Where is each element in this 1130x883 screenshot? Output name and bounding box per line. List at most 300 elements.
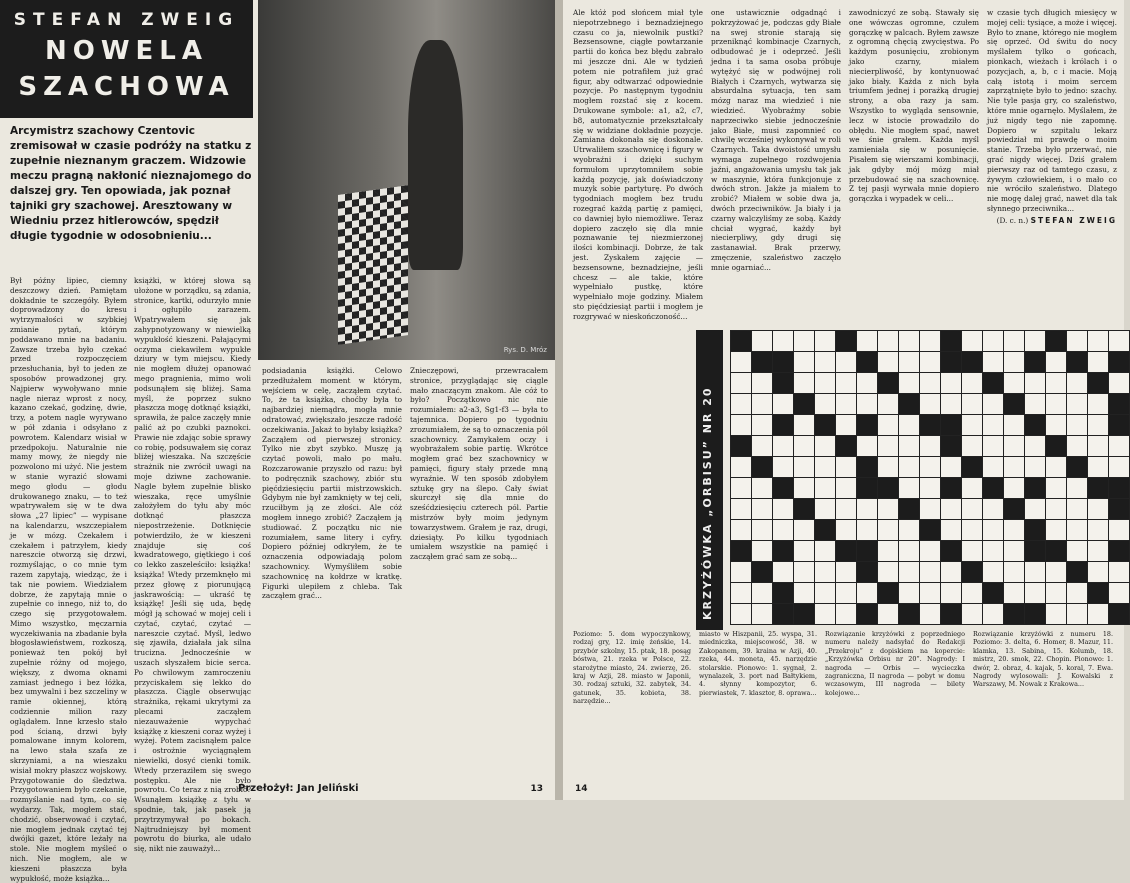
crossword-cell xyxy=(857,583,877,603)
chessboard-image xyxy=(338,185,408,345)
crossword-cell xyxy=(962,604,982,624)
crossword-cell xyxy=(962,331,982,351)
crossword-cell xyxy=(1046,499,1066,519)
crossword-cell xyxy=(878,520,898,540)
text-column-4 xyxy=(410,366,548,766)
crossword-cell xyxy=(752,541,772,561)
crossword-cell xyxy=(731,352,751,372)
crossword-cell xyxy=(836,415,856,435)
crossword-cell xyxy=(983,436,1003,456)
crossword-cell xyxy=(1067,520,1087,540)
crossword-black-cell xyxy=(1025,541,1045,561)
crossword-cell xyxy=(1025,499,1045,519)
lead-paragraph: Arcymistrz szachowy Czentovic zremisował w czasie podróży na statku z zupełnie nieznanym graczem. Widzowie meczu pragną nakłonić nieznajomego do dalszej gry. Ten opowiada, jak poznał tajniki gry szachowej. Aresztowany w Wiedniu przez hitlerowców, spędził długie tygodnie w odosobnieniu... xyxy=(10,125,252,242)
crossword-cell xyxy=(815,478,835,498)
crossword-black-cell xyxy=(1046,331,1066,351)
crossword-cell xyxy=(920,604,940,624)
crossword-cell xyxy=(773,331,793,351)
left-page xyxy=(0,0,555,883)
crossword-black-cell xyxy=(773,541,793,561)
crossword-cell xyxy=(1046,520,1066,540)
crossword-cell xyxy=(1109,457,1129,477)
crossword-cell xyxy=(983,562,1003,582)
crossword-cell xyxy=(731,583,751,603)
crossword-cell xyxy=(899,415,919,435)
crossword-black-cell xyxy=(1109,478,1129,498)
crossword-cell xyxy=(752,604,772,624)
crossword-cell xyxy=(752,499,772,519)
crossword-black-cell xyxy=(1025,352,1045,372)
crossword-cell xyxy=(1046,562,1066,582)
crossword-black-cell xyxy=(794,394,814,414)
crossword-cell xyxy=(836,520,856,540)
crossword-cell xyxy=(1004,352,1024,372)
text-column-2 xyxy=(711,8,841,328)
crossword-cell xyxy=(1088,415,1108,435)
crossword-cell xyxy=(731,394,751,414)
crossword-cell xyxy=(962,541,982,561)
column-text: w czasie tych długich miesięcy w mojej celi: tysiące, a może i więcej. Było to znane, którego nie mogłem się oprzeć. Od świtu do nocy myślałem tylko o gońcach, pionkach, wieżach i królach i o pozycjach, a, b, c i macie. Moją całą istotą i moim sercem zaprzątnięte było to jedno: szachy. Nie tyle pasja gry, co szaleństwo, które mnie ogarnęło. Myślałem, że już nigdy tego nie zapomnę. Dopiero w szpitalu lekarz powiedział mi prawdę o moim stanie. Trzeba było przerwać, nie grać nigdy więcej. Dziś grałem pierwszy raz od tamtego czasu, z żywym człowiekiem, i o mało co nie wróciło szaleństwo. Dlatego nie mogę dalej grać, nawet dla tak słynnego przeciwnika... xyxy=(987,8,1117,213)
crossword-cell xyxy=(878,415,898,435)
crossword-black-cell xyxy=(773,478,793,498)
crossword-cell xyxy=(1046,604,1066,624)
crossword-black-cell xyxy=(731,331,751,351)
crossword-cell xyxy=(899,478,919,498)
crossword-cell xyxy=(983,415,1003,435)
crossword-black-cell xyxy=(1109,352,1129,372)
crossword-cell xyxy=(1088,562,1108,582)
crossword-cell xyxy=(941,520,961,540)
crossword-black-cell xyxy=(1109,604,1129,624)
crossword-cell xyxy=(1088,541,1108,561)
crossword-cell xyxy=(920,436,940,456)
crossword-cell xyxy=(1004,583,1024,603)
crossword-cell xyxy=(1004,331,1024,351)
crossword-cell xyxy=(878,541,898,561)
clues-column-3 xyxy=(825,630,965,697)
crossword-cell xyxy=(899,562,919,582)
crossword-cell xyxy=(752,415,772,435)
crossword-black-cell xyxy=(1109,394,1129,414)
signature-name: STEFAN ZWEIG xyxy=(1030,215,1117,225)
crossword-cell xyxy=(857,436,877,456)
crossword-black-cell xyxy=(752,457,772,477)
crossword-cell xyxy=(836,352,856,372)
text-column-1 xyxy=(10,276,127,883)
crossword-cell xyxy=(878,331,898,351)
story-signature xyxy=(987,216,1117,226)
crossword-cell xyxy=(1046,583,1066,603)
crossword-black-cell xyxy=(1046,436,1066,456)
crossword-cell xyxy=(857,499,877,519)
crossword-black-cell xyxy=(1067,457,1087,477)
crossword-black-cell xyxy=(815,520,835,540)
crossword-black-cell xyxy=(1067,352,1087,372)
crossword-cell xyxy=(836,499,856,519)
crossword-cell xyxy=(1025,457,1045,477)
crossword-cell xyxy=(1046,373,1066,393)
crossword-black-cell xyxy=(857,604,877,624)
crossword-cell xyxy=(794,562,814,582)
crossword-black-cell xyxy=(962,352,982,372)
crossword-black-cell xyxy=(857,415,877,435)
right-page xyxy=(563,0,1124,800)
crossword-cell xyxy=(1088,331,1108,351)
crossword-black-cell xyxy=(794,604,814,624)
crossword-title-bar xyxy=(696,330,723,630)
crossword-black-cell xyxy=(878,583,898,603)
crossword-cell xyxy=(752,520,772,540)
crossword-cell xyxy=(731,373,751,393)
crossword-cell xyxy=(773,499,793,519)
clues-text: miasto w Hiszpanii, 25. wyspa, 31. miedniczka, miejscowość, 38. w Zakopanem, 39. kraina w Azji, 40. rzeka, 44. moneta, 45. narzędzie stolarskie. Pionowo: 1. sygnał, 2. wynalazek, 3. port nad Bałtykiem, 4. słynny kompozytor, 6. pierwiastek, 7. klasztor, 8. oprawa... xyxy=(699,630,817,697)
crossword-cell xyxy=(878,394,898,414)
crossword-cell xyxy=(773,457,793,477)
crossword-cell xyxy=(794,415,814,435)
crossword-cell xyxy=(1067,478,1087,498)
crossword-cell xyxy=(794,520,814,540)
crossword-cell xyxy=(941,583,961,603)
column-text: one ustawicznie odgadnąć i pokrzyżować je, podczas gdy Białe na swej stronie starają się przeniknąć kombinacje Czarnych, odbudować je i odeprzeć. Jeśli jedna i ta sama osoba próbuje wytężyć się w podwójnej roli Białych i Czarnych, wytwarza się absurdalna sytuacja, ten sam mózg naraz ma wiedzieć i nie wiedzieć. Wyobraźmy sobie naprzeciwko siebie jednocześnie jako Białe, musi zapomnieć co chwilę wcześniej wykonywał w roli Czarnych. Taka dwoistość umysłu wymaga zupełnego rozdwojenia jaźni, angażowania umysłu tak jak w maszynie, która funkcjonuje z dwóch stron. Jakże ja miałem to zrobić? Miałem w sobie dwa ja, dwóch przeciwników. Ja biały i ja czarny walczyliśmy ze sobą. Każdy chciał wygrać, każdy był niecierpliwy, gdy drugi się zastanawiał. Brak przerwy, zmęczenie, szaleństwo zaczęło mnie ogarniać... xyxy=(711,8,841,272)
crossword-cell xyxy=(731,520,751,540)
column-text: zawodniczyć ze sobą. Stawały się one wówczas ogromne, czułem gorączkę w palcach. Byłem zawsze z ogromną chęcią zwycięstwa. Po każdym posunięciu, zrobionym jako czarny, miałem niecierpliwość, by kontynuować jako biały. Każda z nich była triumfem jednej i porażką drugiej strony, a oba razy ja sam. Wszystko to wygląda sensownie, lecz w istocie prowadziło do obłędu. Nie mogłem spać, nawet we śnie grałem. Każda myśl zamieniała się w posunięcie. Pisałem się wierszami kombinacji, jak gdyby mój mózg miał przebudować się na szachownicę. Z tej pasji wyrwała mnie dopiero gorączka i wypadek w celi... xyxy=(849,8,979,204)
crossword-cell xyxy=(983,541,1003,561)
crossword-black-cell xyxy=(1088,478,1108,498)
photo-caption: Rys. D. Mróz xyxy=(503,346,547,354)
crossword-cell xyxy=(962,415,982,435)
crossword-cell xyxy=(920,478,940,498)
crossword-cell xyxy=(941,394,961,414)
crossword-cell xyxy=(815,352,835,372)
crossword-cell xyxy=(878,436,898,456)
crossword-cell xyxy=(836,373,856,393)
crossword-cell xyxy=(794,457,814,477)
crossword-cell xyxy=(899,541,919,561)
column-text: Był późny lipiec, ciemny deszczowy dzień. Pamiętam dokładnie te szczegóły. Byłem doprowadzony do kresu wytrzymałości w szybkiej zmianie pytań, którym poddawano mnie na badaniu. Zawsze trzeba było czekać przed rozpoczęciem przesłuchania, był to jeden ze sposobów prowadzonej gry. Najpierw wywoływano mnie nagle nieraz wprost z nocy, kazano czekać, godzinę, dwie, trzy, a potem nagle wyrywano w pół zdania i odsyłano z powrotem. Kalendarz wisiał w przedpokoju. Naturalnie nie mamy mowy, że niegdy nie pozwolono mi użyć. Nie jestem w stanie wyrazić słowami mego głodu — głodu drukowanego znaku, — to też wpatrywałem się w te dwa słowa „27 lipiec” — wypisane na kalendarzu, wszczepiałem je w mózg. Czekałem i czekałem i patrzyłem, kiedy nareszcie otworzą się drzwi, rozmyślając, o co mnie tym razem zapytają, wiedząc, że i tak nie powiem. Wiedziałem dobrze, że zapytają mnie o zupełnie co innego, niż to, do czego się przygotowałem. Mimo wszystko, męczarnia wyczekiwania na zbadanie była błogosławieństwem, rozkoszą, ponieważ ten pokój był zupełnie różny od mojego, większy, z dwoma oknami zamiast jednego i bez łóżka, bez umywalni i bez szczeliny w ramie okiennej, którą codziennie milion razy oglądałem. Inne krzesło stało pod ścianą, drzwi były pomalowane innym kolorem, na lewo stała szafa ze skrzyniami, a na wieszaku wisiał mokry płaszcz wojskowy. Przygotowanie do śledztwa. Przygotowaniem było czekanie, rozmyślanie nad tym, co się wydarzy. Tak, mogłem stać, chodzić, obserwować i czytać, nie mogłem jednak czytać tej dwójki gazet, które leżały na stole. Nie mogłem myśleć o nich. Nie mogłem, ale w kieszeni płaszcza była wypukłość, może książka... xyxy=(10,276,127,883)
crossword-cell xyxy=(920,562,940,582)
text-column-4 xyxy=(987,8,1117,308)
clues-column-4 xyxy=(973,630,1113,689)
crossword-cell xyxy=(878,499,898,519)
crossword-cell xyxy=(1067,415,1087,435)
crossword-cell xyxy=(1088,604,1108,624)
crossword-cell xyxy=(962,520,982,540)
crossword-cell xyxy=(1109,583,1129,603)
crossword-cell xyxy=(983,499,1003,519)
crossword-cell xyxy=(815,394,835,414)
crossword-grid xyxy=(730,330,1130,625)
crossword-cell xyxy=(1067,541,1087,561)
crossword-cell xyxy=(878,457,898,477)
crossword-cell xyxy=(1025,583,1045,603)
crossword-cell xyxy=(815,373,835,393)
crossword-cell xyxy=(1067,604,1087,624)
crossword-cell xyxy=(983,457,1003,477)
crossword-cell xyxy=(962,436,982,456)
crossword-cell xyxy=(962,478,982,498)
crossword-cell xyxy=(1109,436,1129,456)
crossword-cell xyxy=(1088,520,1108,540)
crossword-title: KRZYŻÓWKA „ORBISU” NR 20 xyxy=(701,386,714,620)
crossword-black-cell xyxy=(941,604,961,624)
crossword-black-cell xyxy=(1046,541,1066,561)
crossword-black-cell xyxy=(983,373,1003,393)
crossword-black-cell xyxy=(1088,583,1108,603)
crossword-black-cell xyxy=(1004,394,1024,414)
crossword-cell xyxy=(857,331,877,351)
crossword-black-cell xyxy=(815,415,835,435)
crossword-cell xyxy=(983,331,1003,351)
crossword-cell xyxy=(1088,499,1108,519)
crossword-cell xyxy=(752,478,772,498)
crossword-cell xyxy=(731,499,751,519)
crossword-cell xyxy=(857,520,877,540)
crossword-cell xyxy=(899,373,919,393)
crossword-black-cell xyxy=(878,373,898,393)
crossword-cell xyxy=(941,373,961,393)
crossword-cell xyxy=(1109,331,1129,351)
crossword-black-cell xyxy=(941,415,961,435)
crossword-cell xyxy=(794,331,814,351)
crossword-black-cell xyxy=(752,352,772,372)
crossword-cell xyxy=(815,457,835,477)
crossword-cell xyxy=(962,583,982,603)
crossword-black-cell xyxy=(731,436,751,456)
crossword-cell xyxy=(1109,520,1129,540)
crossword-cell xyxy=(773,436,793,456)
crossword-black-cell xyxy=(899,604,919,624)
crossword-cell xyxy=(815,562,835,582)
translator-credit: Przełożył: Jan Jeliński xyxy=(238,783,359,794)
crossword-cell xyxy=(815,583,835,603)
illustration-photo xyxy=(258,0,555,360)
crossword-black-cell xyxy=(941,478,961,498)
crossword-cell xyxy=(1046,415,1066,435)
crossword-black-cell xyxy=(1088,373,1108,393)
crossword-cell xyxy=(815,436,835,456)
crossword-cell xyxy=(920,373,940,393)
crossword-black-cell xyxy=(899,394,919,414)
crossword-cell xyxy=(836,457,856,477)
crossword-cell xyxy=(899,583,919,603)
crossword-black-cell xyxy=(857,562,877,582)
crossword-cell xyxy=(794,373,814,393)
crossword-cell xyxy=(1004,541,1024,561)
crossword-cell xyxy=(731,562,751,582)
crossword-cell xyxy=(941,562,961,582)
crossword-cell xyxy=(920,331,940,351)
crossword-cell xyxy=(1067,373,1087,393)
text-column-1 xyxy=(573,8,703,328)
crossword-cell xyxy=(752,331,772,351)
crossword-cell xyxy=(920,352,940,372)
crossword-cell xyxy=(962,373,982,393)
crossword-cell xyxy=(815,604,835,624)
crossword-black-cell xyxy=(962,562,982,582)
crossword-cell xyxy=(920,583,940,603)
column-text: podsiadania książki. Celowo przedłużałem moment w którym, wejściem w celę, zacząłem czytać. To, że ta książka, choćby była to najbardziej niemądra, mogła mnie odratować, zwiększało jeszcze radość oczekiwania. Jakaż to byłaby książka? Zacząłem od pierwszej stronicy. Tylko nie zbyt szybko. Muszę ją czytać powoli, mało po mału. Rozczarowanie przyszło od razu: był to podręcznik szachowy, zbiór stu pięćdziesięciu partii mistrzowskich. Gdybym nie był zamknięty w tej celi, rzuciłbym ją ze złości. Ale cóż mogłem innego zrobić? Zacząłem ją studiować. Z początku nic nie rozumiałem, same litery i cyfry. Dopiero później odkryłem, że te oznaczenia odpowiadają polom szachownicy. Wymyśliłem sobie szachownicę na kołdrze w kratkę. Figurki ulepiłem z chleba. Tak zacząłem grać... xyxy=(262,366,402,601)
crossword-cell xyxy=(794,436,814,456)
crossword-black-cell xyxy=(983,478,1003,498)
crossword-cell xyxy=(941,499,961,519)
author-name: STEFAN ZWEIG xyxy=(13,10,240,30)
crossword-cell xyxy=(773,394,793,414)
crossword-cell xyxy=(962,394,982,414)
crossword-cell xyxy=(794,541,814,561)
crossword-black-cell xyxy=(1109,415,1129,435)
text-column-3 xyxy=(849,8,979,328)
crossword-cell xyxy=(1088,352,1108,372)
crossword-black-cell xyxy=(752,562,772,582)
crossword-black-cell xyxy=(1025,520,1045,540)
crossword-cell xyxy=(815,331,835,351)
crossword-cell xyxy=(731,415,751,435)
crossword-cell xyxy=(752,436,772,456)
crossword-cell xyxy=(1046,478,1066,498)
crossword-black-cell xyxy=(773,583,793,603)
crossword-cell xyxy=(1067,583,1087,603)
crossword-cell xyxy=(920,457,940,477)
clues-column-2 xyxy=(699,630,817,697)
title-banner xyxy=(0,0,253,118)
crossword-cell xyxy=(983,352,1003,372)
crossword-cell xyxy=(1088,457,1108,477)
crossword-cell xyxy=(752,373,772,393)
crossword-cell xyxy=(836,394,856,414)
crossword-cell xyxy=(878,562,898,582)
crossword-black-cell xyxy=(941,436,961,456)
crossword-black-cell xyxy=(941,331,961,351)
crossword-black-cell xyxy=(773,604,793,624)
crossword-black-cell xyxy=(731,541,751,561)
crossword-black-cell xyxy=(1109,499,1129,519)
crossword-cell xyxy=(1025,436,1045,456)
crossword-cell xyxy=(836,604,856,624)
crossword-black-cell xyxy=(920,415,940,435)
crossword-black-cell xyxy=(857,541,877,561)
crossword-black-cell xyxy=(878,478,898,498)
crossword-cell xyxy=(1025,373,1045,393)
crossword-black-cell xyxy=(1067,562,1087,582)
crossword-cell xyxy=(941,457,961,477)
crossword-cell xyxy=(836,583,856,603)
crossword-black-cell xyxy=(899,499,919,519)
crossword-black-cell xyxy=(1025,478,1045,498)
crossword-cell xyxy=(1025,562,1045,582)
crossword-cell xyxy=(1046,457,1066,477)
crossword-cell xyxy=(731,604,751,624)
crossword-cell xyxy=(836,478,856,498)
continued-note: (D. c. n.) xyxy=(996,215,1029,225)
crossword-cell xyxy=(1067,436,1087,456)
crossword-cell xyxy=(857,394,877,414)
crossword-cell xyxy=(899,457,919,477)
crossword-black-cell xyxy=(920,520,940,540)
crossword-cell xyxy=(899,352,919,372)
clues-column-1 xyxy=(573,630,691,706)
crossword-cell xyxy=(962,499,982,519)
crossword-cell xyxy=(899,436,919,456)
crossword-cell xyxy=(983,520,1003,540)
crossword-cell xyxy=(773,520,793,540)
crossword-cell xyxy=(731,457,751,477)
crossword-cell xyxy=(1088,436,1108,456)
page-number: 13 xyxy=(530,784,543,794)
crossword-cell xyxy=(752,583,772,603)
column-text: Ale któż pod słońcem miał tyle niepotrzebnego i beznadziejnego czasu co ja, niewolnik pustki? Bezsensowne, ciągłe powtarzanie partii do końca bez błędu zabrało mi jeszcze dni. Ale w tydzień potem nie potrafiłem już grać figur, aby odtwarzać odpowiednie pozycje. Po następnym tygodniu mogłem rozstać się z kocem. Drukowane symbole: a1, a2, c7, b8, automatycznie przekształcały się w widziane dokładnie pozycje. Zamiana dokonała się doskonale. Utrwaliłem szachownicę i figury w wyobraźni i dzięki suchym formułom uprzytomniłem sobie każdą pozycję, jak doświadczony muzyk sobie partyturę. Po dwóch tygodniach mogłem bez trudu rozegrać każdą partię z pamięci, co dawniej było niemożliwe. Teraz dopiero zaczęło się dla mnie poznawanie tej niezmierzonej ilości kombinacji. Dobrze, że tak jest. Zyskałem zajęcie — bezsensowne, beznadziejne, jeśli chcesz — ale takie, które wypełniało pustkę, które wypełniało moje godziny. Miałem sto pięćdziesiąt partii i mogłem je rozgrywać w nieskończoność... xyxy=(573,8,703,321)
clues-text: Rozwiązanie krzyżówki z poprzedniego numeru należy nadsyłać do Redakcji „Przekroju” z dopiskiem na kopercie: „Krzyżówka Orbisu nr 20”. Nagrody: I nagroda — Orbis — wycieczka zagraniczna, II nagroda — pobyt w domu wczasowym, III nagroda — bilety kolejowe... xyxy=(825,630,965,697)
crossword-cell xyxy=(920,499,940,519)
story-title-line2: SZACHOWA xyxy=(18,72,235,102)
crossword-cell xyxy=(794,583,814,603)
crossword-cell xyxy=(1004,457,1024,477)
crossword-cell xyxy=(1088,394,1108,414)
crossword-black-cell xyxy=(941,352,961,372)
crossword-black-cell xyxy=(1004,499,1024,519)
crossword-cell xyxy=(1025,394,1045,414)
clues-text: Poziomo: 5. dom wypoczynkowy, rodzaj gry, 12. imię żeńskie, 14. przybór szkolny, 15. ptak, 18. posąg bóstwa, 21. rzeka w Polsce, 22. starożytne miasto, 24. zwierzę, 26. kraj w Azji, 28. miasto w Japonii, 30. rodzaj sztuki, 32. zabytek, 34. gatunek, 35. kobieta, 38. narzędzie... xyxy=(573,630,691,706)
column-text: Znieczępowi, przewracałem stronice, przyglądając się ciągle mało znaczącym znakom. Ale cóż to było? Początkowo nic nie rozumiałem: a2-a3, Sg1-f3 — była to tajemnica. Dopiero po tygodniu zrozumiałem, że są to oznaczenia pól szachownicy. Zamykałem oczy i wyobrażałem sobie partię. Wkrótce mogłem grać bez szachownicy w pamięci, figury stały przede mną wyraźnie. W ten sposób zdobyłem sztukę gry na ślepo. Cały świat skurczył się dla mnie do sześćdziesięciu czterech pól. Partie mistrzów były moim jedynym towarzystwem. Grałem je raz, drugi, dziesiąty. Po kilku tygodniach umiałem wszystkie na pamięć i zacząłem grać sam ze sobą... xyxy=(410,366,548,562)
crossword-cell xyxy=(878,604,898,624)
crossword-cell xyxy=(1067,394,1087,414)
crossword-black-cell xyxy=(836,331,856,351)
crossword-cell xyxy=(815,541,835,561)
crossword-cell xyxy=(752,394,772,414)
crossword-cell xyxy=(899,331,919,351)
crossword-cell xyxy=(1004,562,1024,582)
story-title-line1: NOWELA xyxy=(45,36,208,66)
crossword-cell xyxy=(1067,499,1087,519)
crossword-cell xyxy=(794,478,814,498)
crossword-black-cell xyxy=(857,352,877,372)
crossword-cell xyxy=(1004,415,1024,435)
clues-text: Rozwiązanie krzyżówki z numeru 18. Poziomo: 3. delta, 6. Homer, 8. Mazur, 11. klamka, 13. Sabina, 15. Kolumb, 18. mistrz, 20. smok, 22. Chopin. Pionowo: 1. dwór, 2. obraz, 4. kajak, 5. koral, 7. Ewa. Nagrody wylosowali: J. Kowalski z Warszawy, M. Nowak z Krakowa... xyxy=(973,630,1113,689)
statue-figure-image xyxy=(408,40,463,270)
crossword-cell xyxy=(1025,331,1045,351)
column-text: książki, w której słowa są ułożone w porządku, są zdania, stronice, kartki, odurzyło mnie i ogłupiło zarazem. Wpatrywałem się jak zahypnotyzowany w niewielką wypukłość kieszeni. Pałającymi oczyma ciekawiłem wypukłe dziury w tym miejscu. Kiedy nie mogłem dłużej opanować mego pragnienia, mimo woli podsunąłem się bliżej. Sama myśl, że poprzez sukno płaszcza mogę dotknąć książki, sprawiła, że palce zaczęły mnie palić aż po czubki paznokci. Prawie nie zdając sobie sprawy co robię, podsuwałem się coraz bliżej wieszaka. Na szczęście strażnik nie zwrócił uwagi na moje dziwne zachowanie. Nagle byłem zupełnie blisko wieszaka, ręce umyślnie założyłem do tyłu aby móc dotknąć płaszcza niepostrzeżenie. Dotknięcie potwierdziło, że w kieszeni znajduje się coś kwadratowego, giętkiego i coś co lekko zaszeleściło: książka! książka! Wtedy przemknęło mi przez głowę z piorunującą jaskrawością: — ukraść tę książkę! Jeśli się uda, będę mógł ją schować w mojej celi i czytać, czytać, czytać — nareszcie czytać. Myśl, ledwo się zjawiła, działała jak silna trucizna. Jednocześnie w uszach słyszałem bicie serca. Po chwilowym zamroczeniu przyciskałem się lekko do płaszcza. Ciągle obserwując strażnika, rękami ukrytymi za plecami zacząłem niezauważenie wypychać książkę z kieszeni coraz wyżej i wyżej. Potem zacisnąłem palce i ostrożnie wyciągnąłem niewielki, dosyć cienki tomik. Wtedy przeraziłem się swego postępku. Ale nie było powrotu. Co teraz z nią zrobić? Wsunąłem książkę z tyłu w spodnie, tak, jak pasek ją przytrzymywał po bokach. Najtrudniejszy był moment powrotu do biurka, ale udało się, nikt nie zauważył... xyxy=(134,276,251,854)
crossword-black-cell xyxy=(1004,604,1024,624)
crossword-black-cell xyxy=(857,478,877,498)
crossword-black-cell xyxy=(962,457,982,477)
crossword-black-cell xyxy=(1109,541,1129,561)
text-column-3 xyxy=(262,366,402,766)
crossword-cell xyxy=(794,352,814,372)
crossword-cell xyxy=(878,352,898,372)
crossword-cell xyxy=(1046,394,1066,414)
crossword-cell xyxy=(1067,331,1087,351)
crossword-cell xyxy=(836,562,856,582)
crossword-cell xyxy=(899,520,919,540)
crossword-cell xyxy=(815,499,835,519)
crossword-black-cell xyxy=(773,415,793,435)
crossword-black-cell xyxy=(794,499,814,519)
crossword-black-cell xyxy=(836,541,856,561)
crossword-black-cell xyxy=(773,352,793,372)
crossword-cell xyxy=(731,478,751,498)
page-number: 14 xyxy=(575,784,588,794)
crossword-cell xyxy=(1004,478,1024,498)
crossword-black-cell xyxy=(857,457,877,477)
crossword-cell xyxy=(857,373,877,393)
crossword-black-cell xyxy=(941,541,961,561)
crossword-cell xyxy=(920,541,940,561)
crossword-cell xyxy=(983,604,1003,624)
crossword-black-cell xyxy=(983,583,1003,603)
crossword-cell xyxy=(1109,562,1129,582)
crossword-cell xyxy=(920,394,940,414)
crossword-black-cell xyxy=(773,373,793,393)
crossword-black-cell xyxy=(836,436,856,456)
